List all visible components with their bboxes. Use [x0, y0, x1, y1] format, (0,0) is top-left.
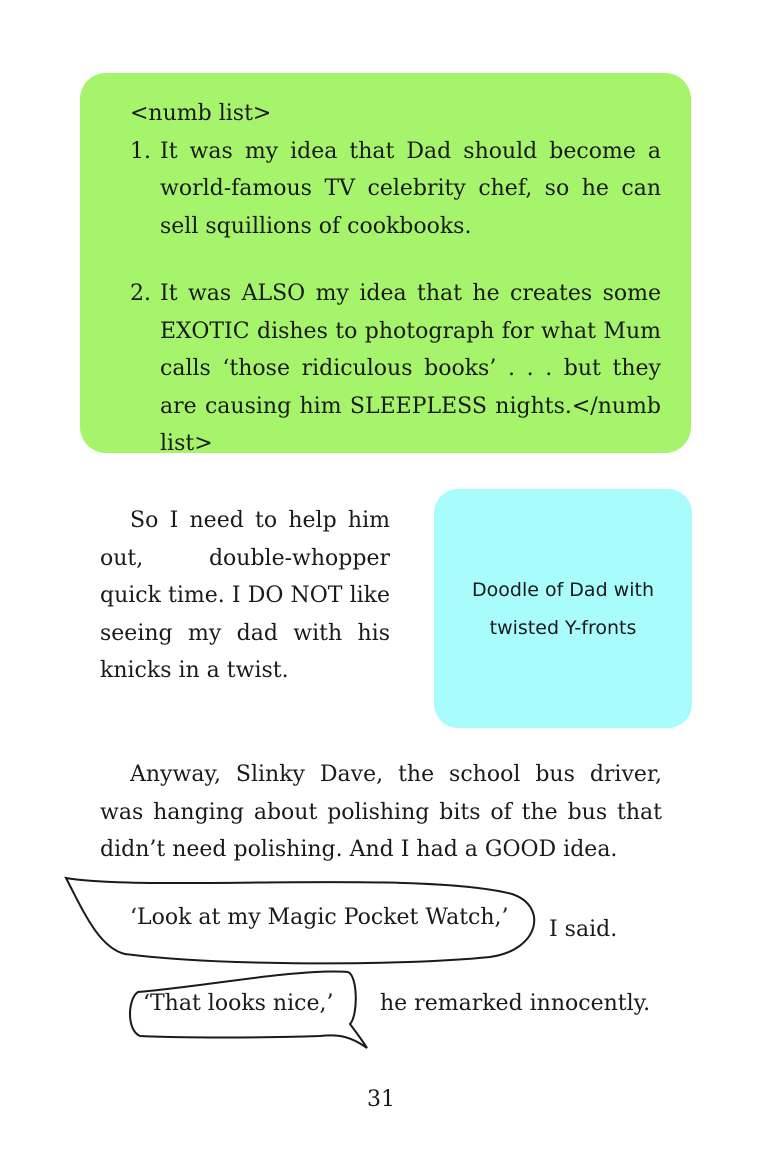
speech-text: ‘That looks nice,’	[143, 991, 334, 1016]
page-number: 31	[367, 1087, 395, 1112]
doodle-placeholder	[434, 489, 692, 728]
list-item-text: It was my idea that Dad should become a world-famous TV celebrity chef, so he can sell squillions of cookbooks.	[160, 138, 661, 239]
paragraph-help-dad: So I need to help him out, double-whopper quick time. I DO NOT like seeing my dad with his knicks in a twist.	[100, 508, 390, 683]
paragraph-slinky-dave: Anyway, Slinky Dave, the school bus driver, was hanging about polishing bits of the bus that didn’t need polishing. And I had a GOOD idea.	[100, 762, 662, 862]
dialogue-tag: he remarked innocently.	[380, 991, 651, 1016]
list-item	[130, 275, 661, 463]
speech-text: ‘Look at my Magic Pocket Watch,’	[130, 905, 509, 930]
dialogue-tag: I said.	[549, 917, 618, 942]
list-item	[130, 133, 661, 246]
list-item-number: 2.	[130, 281, 151, 306]
doodle-caption: Doodle of Dad with twisted Y-fronts	[472, 578, 654, 639]
numbered-list-box	[80, 73, 691, 456]
list-item-text: It was ALSO my idea that he creates some EXOTIC dishes to photograph for what Mum calls ‘those ridiculous books’ . . . but they are causing him SLEEPLESS nights.</numb list>	[160, 281, 661, 456]
list-open-tag: <numb list>	[130, 101, 272, 126]
list-item-number: 1.	[130, 138, 151, 164]
